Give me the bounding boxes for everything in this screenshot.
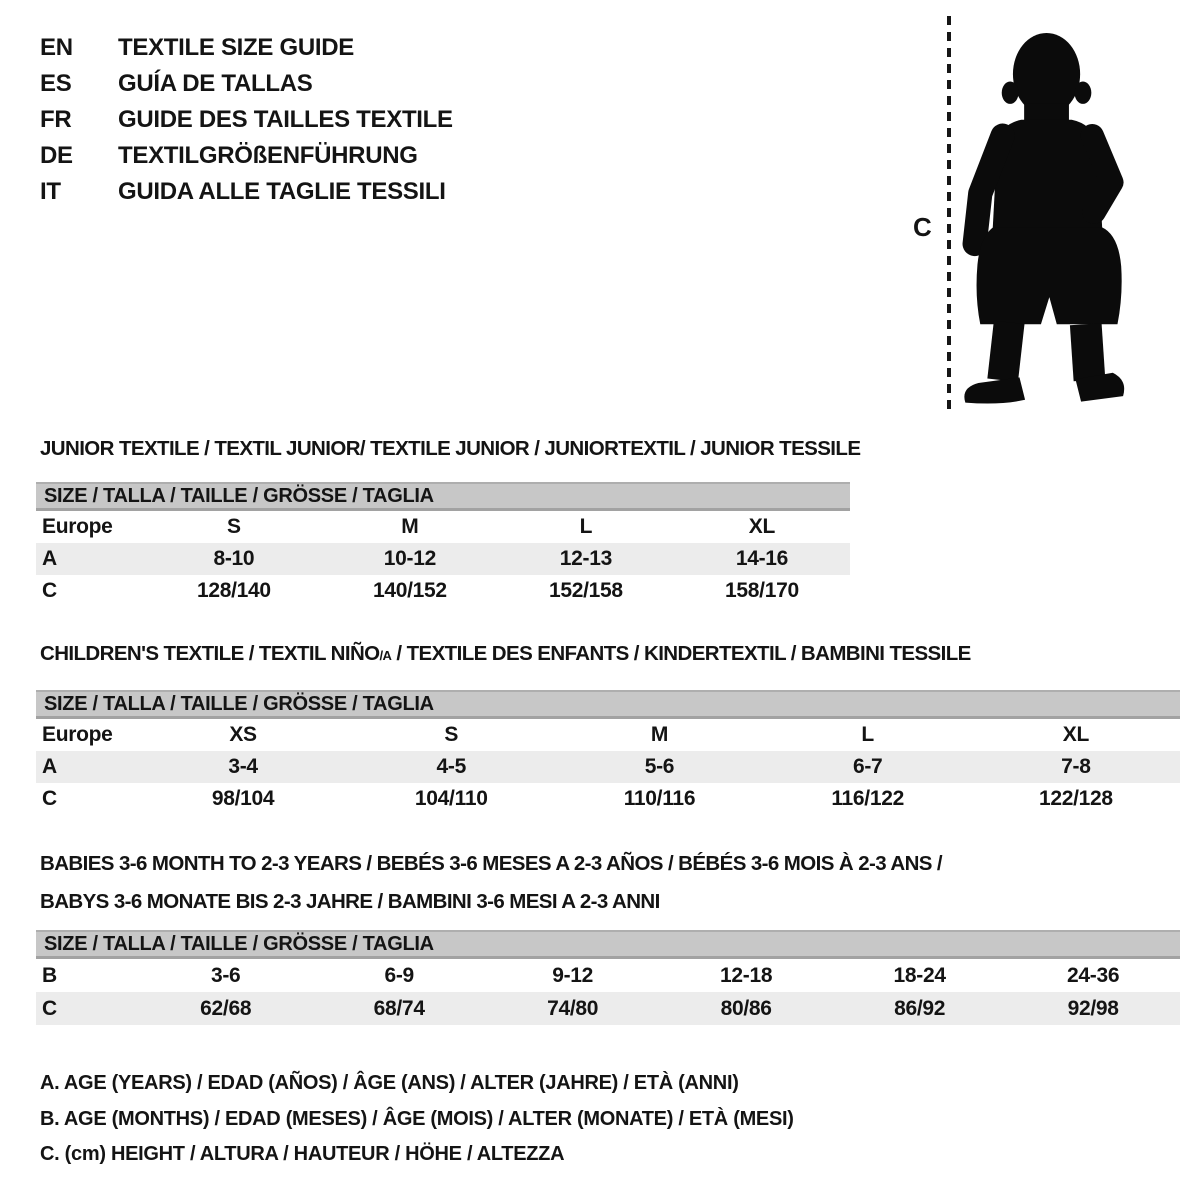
- children-title-part1: CHILDREN'S TEXTILE / TEXTIL NIÑO: [40, 642, 380, 665]
- size-cell: L: [861, 723, 874, 746]
- legend-line-a: A. AGE (YEARS) / EDAD (AÑOS) / ÂGE (ANS) / ALTER (JAHRE) / ETÀ (ANNI): [40, 1072, 739, 1094]
- lang-row-it: [40, 174, 453, 210]
- value-cell: 10-12: [383, 547, 436, 570]
- row-label: C: [42, 787, 57, 810]
- size-cell: XS: [229, 723, 257, 746]
- lang-row-fr: [40, 102, 453, 138]
- size-header-bar: SIZE / TALLA / TAILLE / GRÖSSE / TAGLIA: [36, 482, 850, 511]
- value-cell: 74/80: [547, 997, 599, 1020]
- junior-section-title: JUNIOR TEXTILE / TEXTIL JUNIOR/ TEXTILE JUNIOR / JUNIORTEXTIL / JUNIOR TESSILE: [40, 437, 861, 460]
- children-section-title: [40, 642, 971, 666]
- size-header-bar: SIZE / TALLA / TAILLE / GRÖSSE / TAGLIA: [36, 690, 1180, 719]
- value-cell: 3-6: [210, 964, 241, 987]
- table-row: [36, 575, 850, 607]
- size-cell: M: [401, 515, 419, 538]
- value-cell: 24-36: [1067, 964, 1120, 987]
- row-label: A: [42, 547, 57, 570]
- babies-title-line1: BABIES 3-6 MONTH TO 2-3 YEARS / BEBÉS 3-6 MESES A 2-3 AÑOS / BÉBÉS 3-6 MOIS À 2-3 ANS /: [40, 852, 943, 875]
- value-cell: 98/104: [211, 787, 275, 810]
- legend-line-b: B. AGE (MONTHS) / EDAD (MESES) / ÂGE (MOIS) / ALTER (MONATE) / ETÀ (MESI): [40, 1107, 794, 1130]
- table-row: [36, 959, 1180, 992]
- height-marker-label: C: [913, 212, 932, 242]
- value-cell: 62/68: [200, 997, 252, 1020]
- row-label: A: [42, 755, 57, 778]
- size-cell: XL: [748, 515, 776, 538]
- lang-title: GUÍA DE TALLAS: [118, 70, 313, 97]
- babies-size-table: [36, 930, 1180, 1025]
- legend-line-c: C. (cm) HEIGHT / ALTURA / HAUTEUR / HÖHE / ALTEZZA: [40, 1143, 565, 1165]
- table-row: [36, 511, 850, 543]
- children-title-subscript: /A: [379, 648, 392, 663]
- junior-size-table: [36, 482, 850, 607]
- lang-title: TEXTILE SIZE GUIDE: [118, 34, 354, 61]
- row-label: C: [42, 997, 57, 1020]
- value-cell: 128/140: [196, 579, 271, 602]
- size-cell: L: [579, 515, 593, 538]
- value-cell: 6-7: [852, 755, 883, 778]
- babies-title-line2: BABYS 3-6 MONATE BIS 2-3 JAHRE / BAMBINI 3-6 MESI A 2-3 ANNI: [40, 890, 660, 913]
- row-label: C: [42, 579, 57, 602]
- value-cell: 68/74: [373, 997, 425, 1020]
- toddler-silhouette-icon: [900, 14, 1180, 416]
- table-row: [36, 719, 1180, 751]
- children-title-part2: / TEXTILE DES ENFANTS / KINDERTEXTIL / BAMBINI TESSILE: [391, 642, 971, 665]
- value-cell: 14-16: [735, 547, 789, 570]
- lang-title: GUIDE DES TAILLES TEXTILE: [118, 106, 453, 133]
- size-cell: S: [444, 723, 459, 746]
- value-cell: 158/170: [725, 579, 799, 602]
- value-cell: 110/116: [623, 787, 696, 810]
- table-row: [36, 751, 1180, 783]
- size-cell: M: [650, 723, 669, 746]
- value-cell: 152/158: [549, 579, 623, 602]
- lang-row-de: [40, 138, 453, 174]
- size-cell: S: [227, 515, 241, 538]
- size-cell: XL: [1062, 723, 1089, 746]
- lang-title: GUIDA ALLE TAGLIE TESSILI: [118, 178, 446, 205]
- language-guide-list: [40, 30, 453, 210]
- lang-code: DE: [40, 142, 73, 169]
- value-cell: 80/86: [720, 997, 772, 1020]
- value-cell: 8-10: [213, 547, 255, 570]
- value-cell: 140/152: [372, 579, 447, 602]
- lang-title: TEXTILGRÖßENFÜHRUNG: [118, 142, 418, 169]
- lang-code: IT: [40, 178, 61, 205]
- children-size-table: [36, 690, 1180, 815]
- value-cell: 116/122: [831, 787, 904, 810]
- value-cell: 9-12: [552, 964, 594, 987]
- value-cell: 5-6: [644, 755, 675, 778]
- value-cell: 4-5: [436, 755, 466, 778]
- value-cell: 104/110: [414, 787, 488, 810]
- value-cell: 6-9: [384, 964, 414, 987]
- value-cell: 122/128: [1038, 787, 1113, 810]
- value-cell: 7-8: [1061, 755, 1091, 778]
- size-header-bar: SIZE / TALLA / TAILLE / GRÖSSE / TAGLIA: [36, 930, 1180, 959]
- table-row: [36, 992, 1180, 1025]
- value-cell: 12-13: [559, 547, 613, 570]
- lang-code: EN: [40, 34, 73, 61]
- value-cell: 12-18: [720, 964, 773, 987]
- babies-section-title: [40, 845, 942, 921]
- lang-code: ES: [40, 70, 72, 97]
- table-row: [36, 783, 1180, 815]
- value-cell: 18-24: [893, 964, 946, 987]
- legend: [40, 1066, 794, 1173]
- table-row: [36, 543, 850, 575]
- lang-code: FR: [40, 106, 72, 133]
- lang-row-es: [40, 66, 453, 102]
- value-cell: 3-4: [228, 755, 258, 778]
- lang-row-en: [40, 30, 453, 66]
- row-label: Europe: [42, 723, 113, 746]
- value-cell: 86/92: [894, 997, 946, 1020]
- value-cell: 92/98: [1067, 997, 1119, 1020]
- row-label: B: [42, 964, 57, 987]
- row-label: Europe: [42, 515, 113, 538]
